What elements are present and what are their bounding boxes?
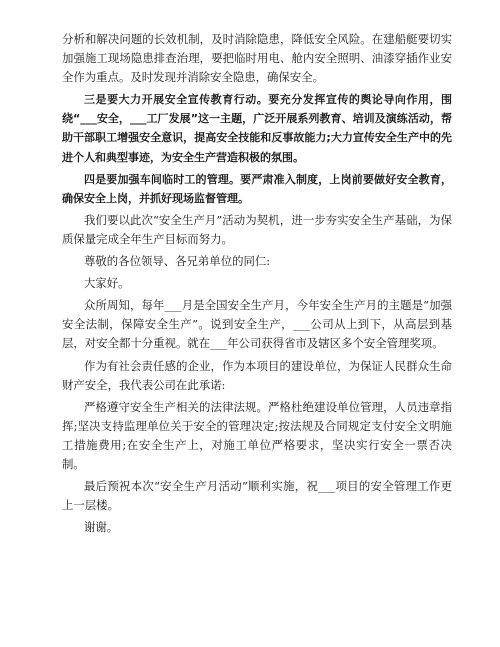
paragraph-salutation: 尊敬的各位领导、各兄弟单位的同仁: <box>84 254 271 269</box>
paragraph-hazard-mechanism: 分析和解决问题的长效机制，及时消除隐患，降低安全风险。在建船艇要切实加强施工现场隐患排查治理，要把临时用电、舱内安全照明、油漆穿插作业安全作为重点。及时发现并消除安全隐患，确保安全。 <box>62 32 452 85</box>
paragraph-commitment-intro: 作为有社会责任感的企业，作为本项目的建设单位，为保证人民群众生命财产安全，我代表公司在此承诺: <box>62 358 452 392</box>
paragraph-safety-month-opportunity: 我们要以此次“安全生产月”活动为契机，进一步夯实安全生产基础，为保质保量完成全年生产目标而努力。 <box>62 212 452 246</box>
paragraph-greeting: 大家好。 <box>84 276 130 291</box>
paragraph-commitment-details: 严格遵守安全生产相关的法律法规。严格杜绝建设单位管理，人员违章指挥;坚决支持监理单位关于安全的管理决定;按法规及合同规定支付安全文明施工措施费用;在安全生产上，对施工单位严格要求，坚决实行安全一票否决制。 <box>62 399 452 471</box>
document-page <box>62 30 452 537</box>
paragraph-closing-wish: 最后预祝本次“安全生产月活动”顺利实施，祝___项目的安全管理工作更上一层楼。 <box>62 479 452 513</box>
paragraph-safety-month-theme: 众所周知，每年___月是全国安全生产月，今年安全生产月的主题是“加强安全法制，保障安全生产”。说到安全生产，___公司从上到下，从高层到基层，对安全都十分重视。就在___年公司获得省市及辖区多个安全管理奖项。 <box>62 298 452 351</box>
paragraph-temp-worker-management: 四是要加强车间临时工的管理。要严肃准入制度，上岗前要做好安全教育，确保安全上岗，并抓好现场监督管理。 <box>62 172 452 205</box>
paragraph-safety-education: 三是要大力开展安全宣传教育行动。要充分发挥宣传的舆论导向作用，围绕“___安全，___工厂发展”这一主题，广泛开展系列教育、培训及演练活动，帮助干部职工增强安全意识，提高安全技能和反事故能力;大力宣传安全生产中的先进个人和典型事迹，为安全生产营造积极的氛围。 <box>62 93 452 164</box>
paragraph-thanks: 谢谢。 <box>84 520 119 535</box>
